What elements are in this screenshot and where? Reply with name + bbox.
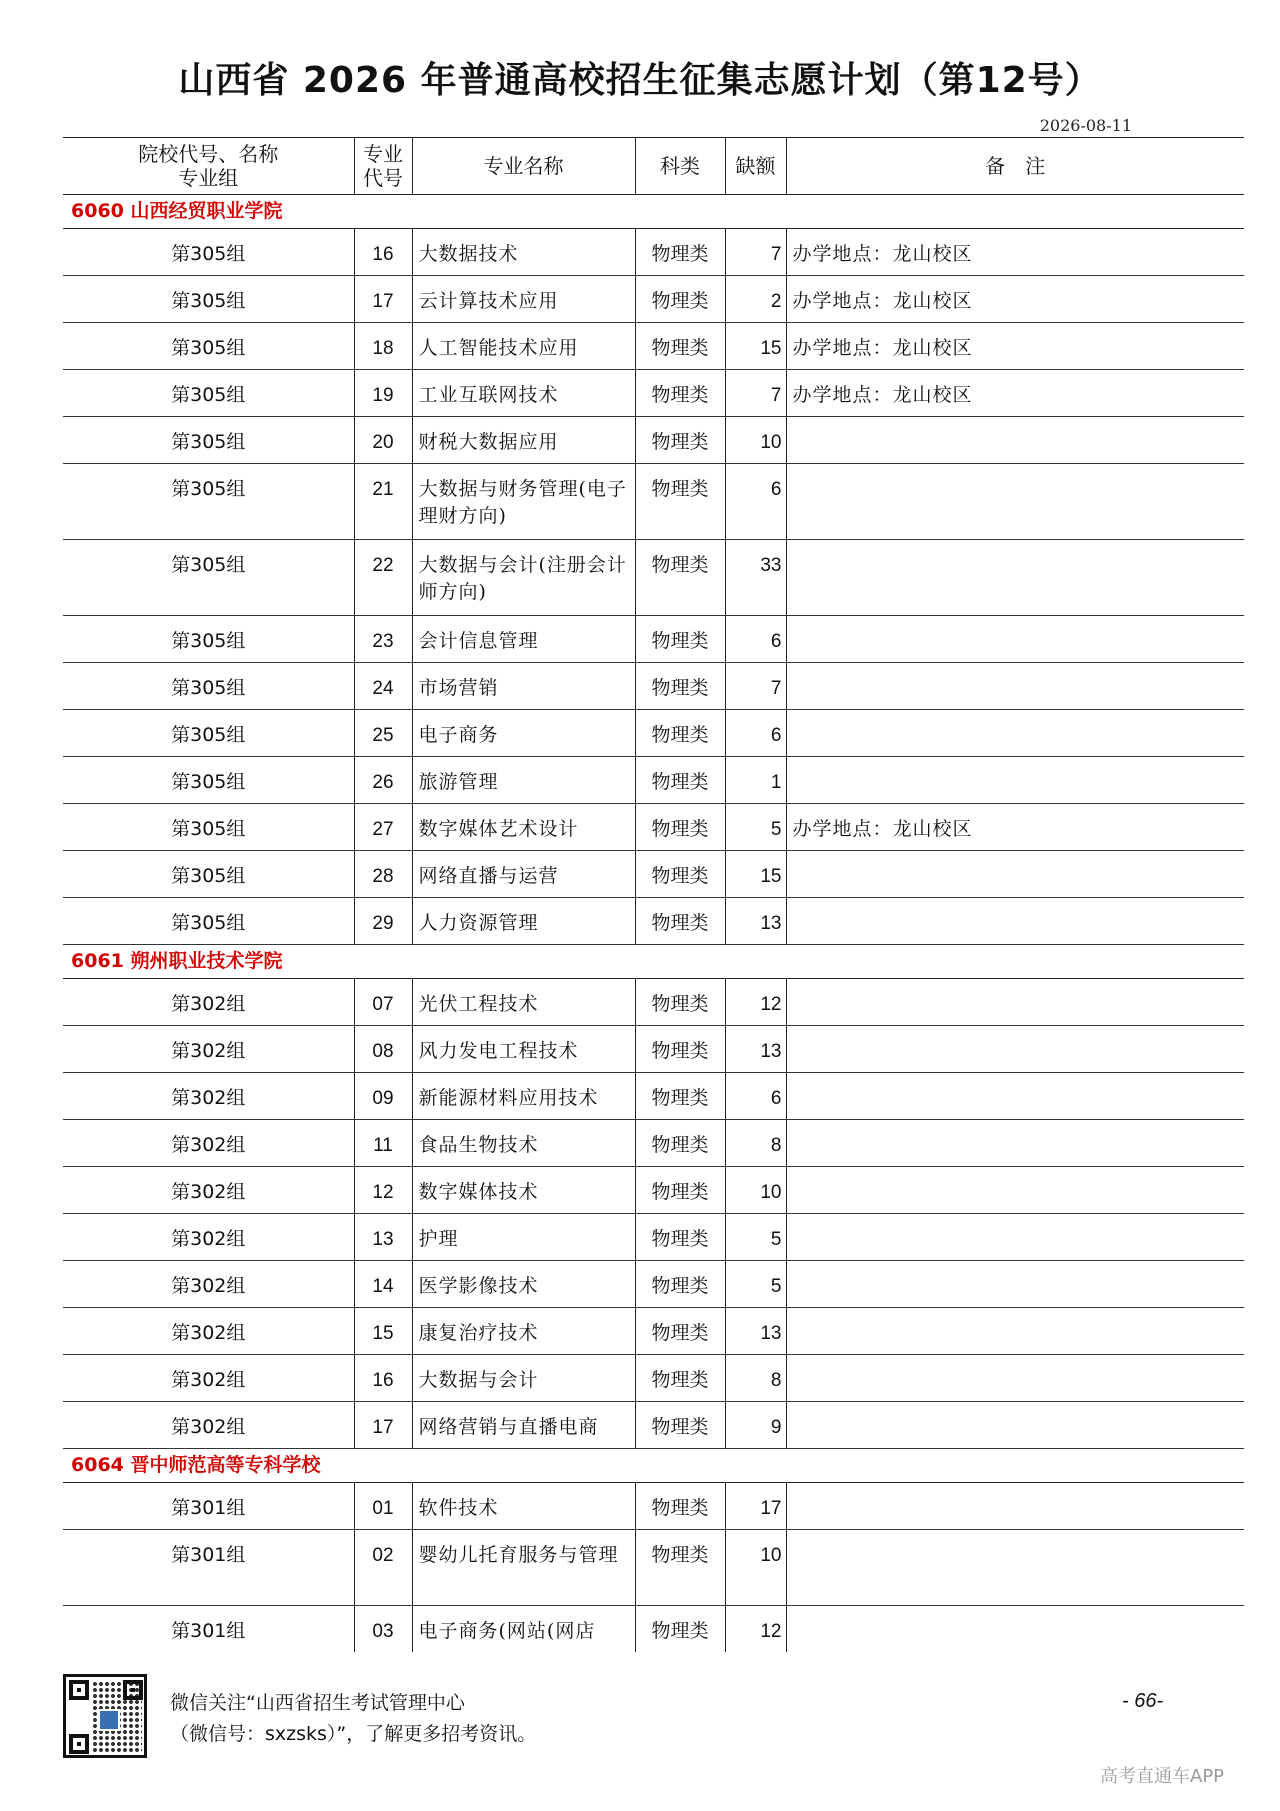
cell-code: 02 <box>354 1530 412 1606</box>
cell-major: 旅游管理 <box>412 757 635 804</box>
cell-major: 大数据与财务管理(电子理财方向) <box>412 464 635 540</box>
header-group-line2: 专业组 <box>178 166 239 190</box>
cell-category: 物理类 <box>635 898 725 945</box>
cell-code: 16 <box>354 229 412 276</box>
cell-quota: 6 <box>725 1073 786 1120</box>
cell-major: 大数据技术 <box>412 229 635 276</box>
cell-note <box>786 1483 1244 1530</box>
cell-note <box>786 1120 1244 1167</box>
school-header-row <box>63 1449 1244 1483</box>
cell-note <box>786 1026 1244 1073</box>
cell-group: 第302组 <box>63 1073 354 1120</box>
school-name: 6064 晋中师范高等专科学校 <box>63 1449 1244 1483</box>
cell-quota: 6 <box>725 616 786 663</box>
cell-major: 市场营销 <box>412 663 635 710</box>
cell-code: 01 <box>354 1483 412 1530</box>
cell-category: 物理类 <box>635 616 725 663</box>
cell-note <box>786 898 1244 945</box>
cell-group: 第305组 <box>63 710 354 757</box>
cell-group: 第305组 <box>63 898 354 945</box>
cell-category: 物理类 <box>635 464 725 540</box>
cell-note <box>786 1073 1244 1120</box>
school-name: 6061 朔州职业技术学院 <box>63 945 1244 979</box>
cell-major: 康复治疗技术 <box>412 1308 635 1355</box>
cell-code: 12 <box>354 1167 412 1214</box>
cell-quota: 13 <box>725 1308 786 1355</box>
cell-note <box>786 417 1244 464</box>
cell-group: 第305组 <box>63 616 354 663</box>
cell-major: 人工智能技术应用 <box>412 323 635 370</box>
cell-group: 第302组 <box>63 1355 354 1402</box>
cell-category: 物理类 <box>635 663 725 710</box>
cell-group: 第305组 <box>63 804 354 851</box>
cell-category: 物理类 <box>635 1214 725 1261</box>
table-header-row <box>63 138 1244 195</box>
cell-note <box>786 1355 1244 1402</box>
cell-code: 20 <box>354 417 412 464</box>
table-row <box>63 979 1244 1026</box>
table-row <box>63 616 1244 663</box>
cell-code: 14 <box>354 1261 412 1308</box>
cell-quota: 6 <box>725 710 786 757</box>
cell-major: 风力发电工程技术 <box>412 1026 635 1073</box>
cell-major: 网络直播与运营 <box>412 851 635 898</box>
table-row <box>63 663 1244 710</box>
cell-category: 物理类 <box>635 1261 725 1308</box>
table-row <box>63 1483 1244 1530</box>
cell-note <box>786 616 1244 663</box>
cell-quota: 6 <box>725 464 786 540</box>
cell-category: 物理类 <box>635 229 725 276</box>
cell-code: 28 <box>354 851 412 898</box>
cell-code: 18 <box>354 323 412 370</box>
cell-group: 第305组 <box>63 276 354 323</box>
cell-major: 工业互联网技术 <box>412 370 635 417</box>
cell-code: 17 <box>354 276 412 323</box>
cell-quota: 12 <box>725 1606 786 1653</box>
cell-category: 物理类 <box>635 1308 725 1355</box>
cell-group: 第302组 <box>63 1214 354 1261</box>
cell-category: 物理类 <box>635 1402 725 1449</box>
cell-category: 物理类 <box>635 417 725 464</box>
cell-note: 办学地点：龙山校区 <box>786 804 1244 851</box>
cell-major: 医学影像技术 <box>412 1261 635 1308</box>
table-row <box>63 1606 1244 1653</box>
cell-group: 第305组 <box>63 370 354 417</box>
header-category: 科类 <box>635 138 725 195</box>
footer-line-2: （微信号：sxzsks）”，了解更多招考资讯。 <box>170 1723 537 1745</box>
cell-quota: 12 <box>725 979 786 1026</box>
cell-note <box>786 710 1244 757</box>
footer-notice <box>170 1688 536 1750</box>
header-group <box>63 138 354 195</box>
cell-code: 08 <box>354 1026 412 1073</box>
cell-category: 物理类 <box>635 276 725 323</box>
cell-major: 云计算技术应用 <box>412 276 635 323</box>
cell-quota: 5 <box>725 804 786 851</box>
cell-group: 第305组 <box>63 757 354 804</box>
cell-group: 第302组 <box>63 1026 354 1073</box>
cell-major: 大数据与会计 <box>412 1355 635 1402</box>
cell-code: 24 <box>354 663 412 710</box>
cell-quota: 8 <box>725 1355 786 1402</box>
cell-code: 11 <box>354 1120 412 1167</box>
cell-quota: 5 <box>725 1261 786 1308</box>
cell-category: 物理类 <box>635 1483 725 1530</box>
cell-major: 护理 <box>412 1214 635 1261</box>
school-header-row <box>63 195 1244 229</box>
cell-major: 人力资源管理 <box>412 898 635 945</box>
cell-quota: 15 <box>725 851 786 898</box>
cell-group: 第305组 <box>63 663 354 710</box>
cell-category: 物理类 <box>635 540 725 616</box>
cell-quota: 33 <box>725 540 786 616</box>
cell-note <box>786 1261 1244 1308</box>
cell-group: 第302组 <box>63 1402 354 1449</box>
cell-note <box>786 1606 1244 1653</box>
cell-category: 物理类 <box>635 323 725 370</box>
cell-category: 物理类 <box>635 1167 725 1214</box>
cell-note <box>786 1308 1244 1355</box>
cell-group: 第305组 <box>63 229 354 276</box>
table-row <box>63 1355 1244 1402</box>
cell-note: 办学地点：龙山校区 <box>786 370 1244 417</box>
cell-major: 财税大数据应用 <box>412 417 635 464</box>
cell-group: 第302组 <box>63 1120 354 1167</box>
cell-group: 第302组 <box>63 1261 354 1308</box>
cell-major: 会计信息管理 <box>412 616 635 663</box>
table-row <box>63 370 1244 417</box>
cell-note <box>786 663 1244 710</box>
cell-quota: 10 <box>725 1167 786 1214</box>
cell-category: 物理类 <box>635 1120 725 1167</box>
table-row <box>63 757 1244 804</box>
cell-category: 物理类 <box>635 1355 725 1402</box>
cell-note <box>786 1402 1244 1449</box>
header-code-line2: 代号 <box>363 166 403 190</box>
cell-group: 第305组 <box>63 417 354 464</box>
cell-group: 第305组 <box>63 464 354 540</box>
table-row <box>63 276 1244 323</box>
cell-major: 电子商务 <box>412 710 635 757</box>
table-row <box>63 1120 1244 1167</box>
cell-note <box>786 757 1244 804</box>
cell-quota: 1 <box>725 757 786 804</box>
table-row <box>63 1402 1244 1449</box>
cell-quota: 5 <box>725 1214 786 1261</box>
table-row <box>63 323 1244 370</box>
cell-note: 办学地点：龙山校区 <box>786 276 1244 323</box>
cell-code: 09 <box>354 1073 412 1120</box>
cell-note: 办学地点：龙山校区 <box>786 323 1244 370</box>
cell-quota: 10 <box>725 417 786 464</box>
cell-category: 物理类 <box>635 1606 725 1653</box>
cell-category: 物理类 <box>635 1026 725 1073</box>
cell-major: 大数据与会计(注册会计师方向) <box>412 540 635 616</box>
table-row <box>63 1214 1244 1261</box>
cell-major: 光伏工程技术 <box>412 979 635 1026</box>
header-major: 专业名称 <box>412 138 635 195</box>
cell-code: 25 <box>354 710 412 757</box>
table-row <box>63 710 1244 757</box>
cell-code: 29 <box>354 898 412 945</box>
cell-quota: 7 <box>725 370 786 417</box>
cell-code: 07 <box>354 979 412 1026</box>
cell-code: 15 <box>354 1308 412 1355</box>
cell-group: 第301组 <box>63 1483 354 1530</box>
cell-code: 26 <box>354 757 412 804</box>
school-name: 6060 山西经贸职业学院 <box>63 195 1244 229</box>
table-row <box>63 1261 1244 1308</box>
header-code <box>354 138 412 195</box>
table-row <box>63 417 1244 464</box>
table-row <box>63 1308 1244 1355</box>
cell-group: 第302组 <box>63 979 354 1026</box>
page-number: - 66- <box>1122 1690 1164 1712</box>
cell-code: 23 <box>354 616 412 663</box>
table-row <box>63 804 1244 851</box>
cell-note <box>786 1167 1244 1214</box>
header-code-line1: 专业 <box>363 142 403 166</box>
table-row <box>63 898 1244 945</box>
cell-category: 物理类 <box>635 979 725 1026</box>
cell-note: 办学地点：龙山校区 <box>786 229 1244 276</box>
cell-major: 数字媒体技术 <box>412 1167 635 1214</box>
table-body <box>63 195 1244 1653</box>
publish-date: 2026-08-11 <box>1039 116 1132 135</box>
cell-major: 婴幼儿托育服务与管理 <box>412 1530 635 1606</box>
cell-note <box>786 540 1244 616</box>
cell-quota: 8 <box>725 1120 786 1167</box>
cell-category: 物理类 <box>635 1073 725 1120</box>
table-row <box>63 540 1244 616</box>
cell-note <box>786 1530 1244 1606</box>
qr-code-icon <box>63 1674 147 1758</box>
page-title: 山西省 2026 年普通高校招生征集志愿计划（第12号） <box>178 60 1102 101</box>
table-row <box>63 1530 1244 1606</box>
cell-major: 软件技术 <box>412 1483 635 1530</box>
cell-code: 22 <box>354 540 412 616</box>
cell-quota: 15 <box>725 323 786 370</box>
cell-quota: 7 <box>725 663 786 710</box>
cell-note <box>786 464 1244 540</box>
header-group-line1: 院校代号、名称 <box>138 142 279 166</box>
cell-category: 物理类 <box>635 710 725 757</box>
cell-category: 物理类 <box>635 851 725 898</box>
table-row <box>63 851 1244 898</box>
header-note: 备 注 <box>786 138 1244 195</box>
cell-group: 第301组 <box>63 1530 354 1606</box>
cell-major: 新能源材料应用技术 <box>412 1073 635 1120</box>
cell-code: 17 <box>354 1402 412 1449</box>
cell-group: 第305组 <box>63 323 354 370</box>
table-row <box>63 464 1244 540</box>
cell-quota: 17 <box>725 1483 786 1530</box>
header-quota: 缺额 <box>725 138 786 195</box>
cell-code: 03 <box>354 1606 412 1653</box>
enrollment-table <box>63 137 1244 1652</box>
table-row <box>63 229 1244 276</box>
cell-quota: 13 <box>725 898 786 945</box>
cell-code: 21 <box>354 464 412 540</box>
cell-quota: 10 <box>725 1530 786 1606</box>
watermark: 高考直通车APP <box>1100 1766 1225 1787</box>
cell-quota: 7 <box>725 229 786 276</box>
cell-note <box>786 1214 1244 1261</box>
cell-category: 物理类 <box>635 1530 725 1606</box>
cell-major: 电子商务(网站(网店 <box>412 1606 635 1653</box>
table-row <box>63 1167 1244 1214</box>
cell-quota: 13 <box>725 1026 786 1073</box>
school-header-row <box>63 945 1244 979</box>
cell-code: 19 <box>354 370 412 417</box>
cell-quota: 9 <box>725 1402 786 1449</box>
cell-quota: 2 <box>725 276 786 323</box>
cell-note <box>786 979 1244 1026</box>
table-row <box>63 1073 1244 1120</box>
cell-major: 食品生物技术 <box>412 1120 635 1167</box>
cell-category: 物理类 <box>635 370 725 417</box>
cell-major: 网络营销与直播电商 <box>412 1402 635 1449</box>
cell-group: 第302组 <box>63 1308 354 1355</box>
cell-code: 27 <box>354 804 412 851</box>
cell-major: 数字媒体艺术设计 <box>412 804 635 851</box>
cell-group: 第301组 <box>171 1620 246 1642</box>
footer-line-1: 微信关注“山西省招生考试管理中心 <box>170 1692 465 1714</box>
cell-category: 物理类 <box>635 804 725 851</box>
table-row <box>63 1026 1244 1073</box>
cell-category: 物理类 <box>635 757 725 804</box>
cell-group: 第302组 <box>63 1167 354 1214</box>
cell-code: 13 <box>354 1214 412 1261</box>
cell-group: 第305组 <box>63 540 354 616</box>
cell-code: 16 <box>354 1355 412 1402</box>
cell-note <box>786 851 1244 898</box>
cell-group: 第305组 <box>63 851 354 898</box>
